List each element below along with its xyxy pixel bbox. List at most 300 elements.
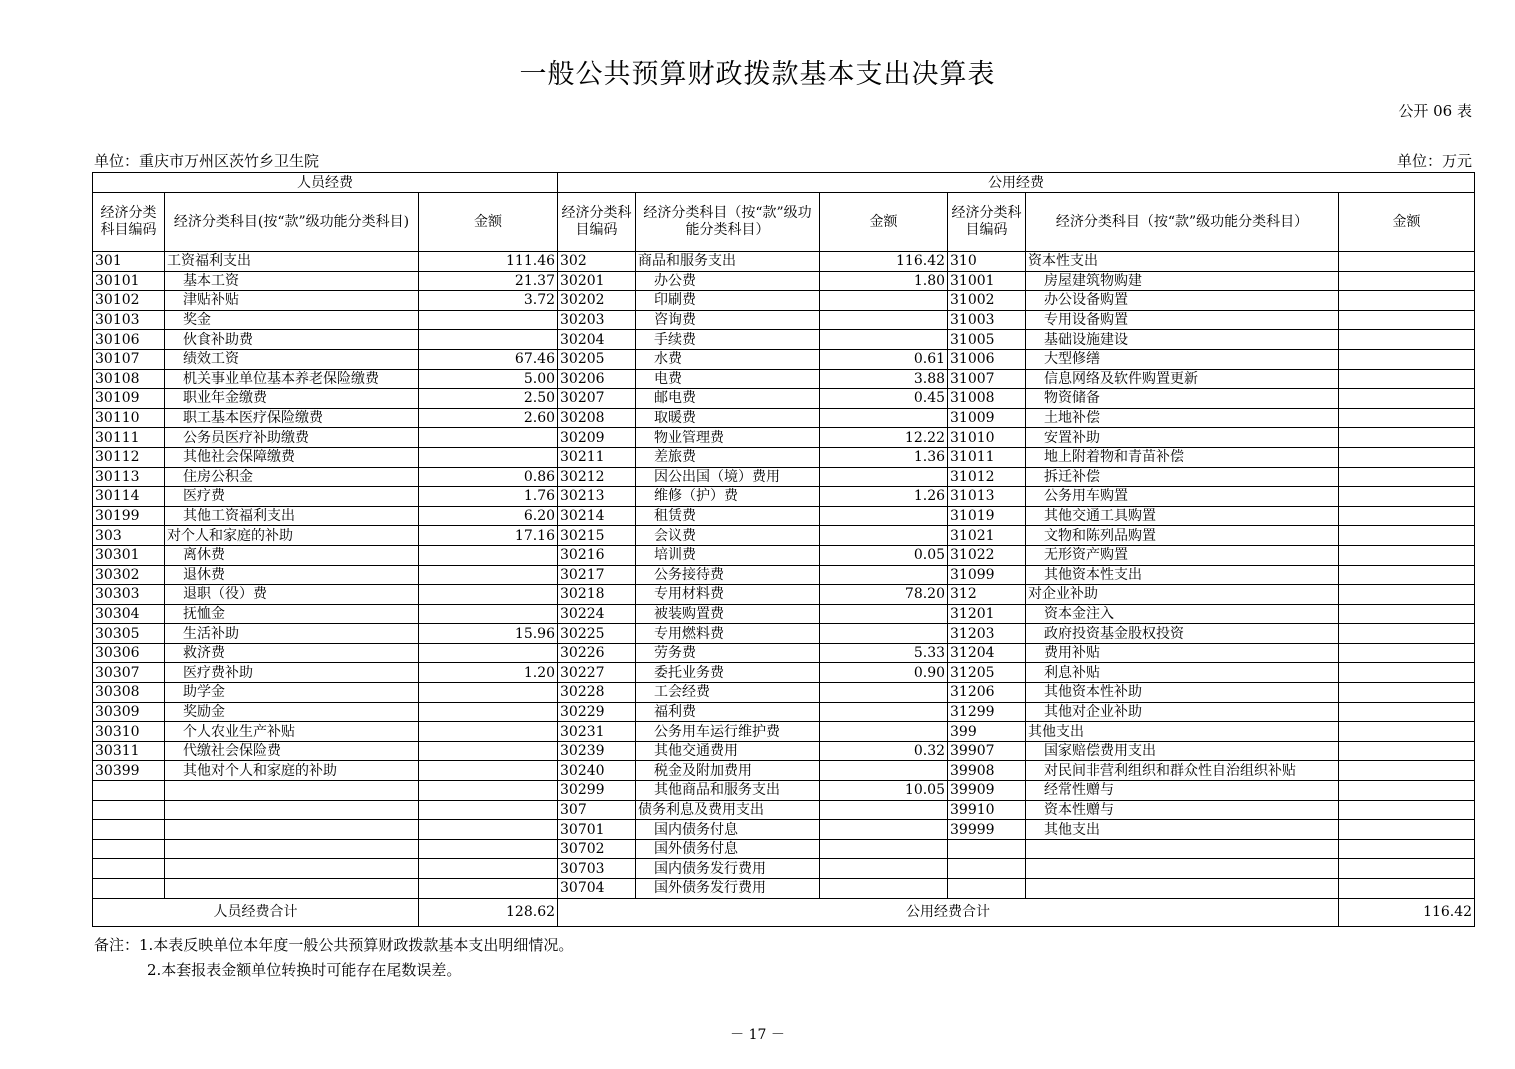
- name-cell: 职工基本医疗保险缴费: [165, 408, 419, 428]
- name-cell: 其他对个人和家庭的补助: [165, 761, 419, 781]
- amount-cell: [1339, 839, 1475, 859]
- code-cell: 302: [558, 252, 636, 272]
- amount-cell: 67.46: [419, 349, 558, 369]
- code-cell: 30299: [558, 781, 636, 801]
- header-amount: 金额: [820, 193, 948, 252]
- code-cell: 30303: [93, 585, 165, 605]
- name-cell: 公务用车运行维护费: [636, 722, 820, 742]
- code-cell: 30306: [93, 643, 165, 663]
- amount-cell: [820, 310, 948, 330]
- table-row: [93, 545, 1475, 565]
- amount-cell: [1339, 408, 1475, 428]
- name-cell: 对个人和家庭的补助: [165, 526, 419, 546]
- table-row: [93, 859, 1475, 879]
- code-cell: 31003: [948, 310, 1026, 330]
- code-cell: 30102: [93, 291, 165, 311]
- name-cell: 国家赔偿费用支出: [1026, 741, 1339, 761]
- amount-cell: [419, 428, 558, 448]
- name-cell: 代缴社会保险费: [165, 741, 419, 761]
- code-cell: [948, 839, 1026, 859]
- code-cell: 30107: [93, 349, 165, 369]
- name-cell: 专用材料费: [636, 585, 820, 605]
- name-cell: 信息网络及软件购置更新: [1026, 369, 1339, 389]
- name-cell: 绩效工资: [165, 349, 419, 369]
- name-cell: 国内债务发行费用: [636, 859, 820, 879]
- amount-cell: [1339, 487, 1475, 507]
- note-2: 2.本套报表金额单位转换时可能存在尾数误差。: [147, 961, 462, 979]
- public-total-label: 公用经费合计: [558, 898, 1339, 926]
- amount-cell: 12.22: [820, 428, 948, 448]
- name-cell: 经常性赠与: [1026, 781, 1339, 801]
- name-cell: [1026, 879, 1339, 899]
- table-row: [93, 467, 1475, 487]
- amount-cell: [419, 781, 558, 801]
- name-cell: 手续费: [636, 330, 820, 350]
- header-amount: 金额: [1339, 193, 1475, 252]
- amount-cell: 15.96: [419, 624, 558, 644]
- name-cell: 资本性支出: [1026, 252, 1339, 272]
- code-cell: 30239: [558, 741, 636, 761]
- personnel-total-value: 128.62: [419, 898, 558, 926]
- name-cell: 无形资产购置: [1026, 545, 1339, 565]
- amount-cell: [419, 447, 558, 467]
- name-cell: 因公出国（境）费用: [636, 467, 820, 487]
- name-cell: [165, 839, 419, 859]
- amount-cell: [820, 330, 948, 350]
- code-cell: 30217: [558, 565, 636, 585]
- code-cell: [948, 859, 1026, 879]
- code-cell: [948, 879, 1026, 899]
- amount-cell: [820, 879, 948, 899]
- code-cell: 30703: [558, 859, 636, 879]
- code-cell: 30228: [558, 683, 636, 703]
- name-cell: 会议费: [636, 526, 820, 546]
- code-cell: 39999: [948, 820, 1026, 840]
- name-cell: 公务员医疗补助缴费: [165, 428, 419, 448]
- amount-cell: [1339, 526, 1475, 546]
- name-cell: 其他交通费用: [636, 741, 820, 761]
- amount-cell: [1339, 683, 1475, 703]
- amount-cell: 0.32: [820, 741, 948, 761]
- amount-cell: [820, 839, 948, 859]
- amount-cell: 0.90: [820, 663, 948, 683]
- header-name: 经济分类科目(按“款”级功能分类科目): [165, 193, 419, 252]
- code-cell: [93, 800, 165, 820]
- code-cell: 30204: [558, 330, 636, 350]
- amount-cell: [1339, 271, 1475, 291]
- amount-cell: [1339, 389, 1475, 409]
- table-row: [93, 369, 1475, 389]
- code-cell: 30113: [93, 467, 165, 487]
- name-cell: 培训费: [636, 545, 820, 565]
- code-cell: 307: [558, 800, 636, 820]
- name-cell: 劳务费: [636, 643, 820, 663]
- code-cell: 30216: [558, 545, 636, 565]
- name-cell: [165, 781, 419, 801]
- amount-cell: [820, 506, 948, 526]
- amount-cell: [820, 859, 948, 879]
- name-cell: 租赁费: [636, 506, 820, 526]
- code-cell: 31001: [948, 271, 1026, 291]
- code-cell: 30212: [558, 467, 636, 487]
- amount-cell: [820, 800, 948, 820]
- amount-cell: 2.50: [419, 389, 558, 409]
- table-row: [93, 604, 1475, 624]
- amount-cell: 0.05: [820, 545, 948, 565]
- amount-cell: [1339, 291, 1475, 311]
- code-cell: 30112: [93, 447, 165, 467]
- table-row: [93, 722, 1475, 742]
- amount-cell: [1339, 702, 1475, 722]
- expenditure-table: [92, 172, 1475, 927]
- amount-cell: 116.42: [820, 252, 948, 272]
- table-row: [93, 683, 1475, 703]
- code-cell: 30109: [93, 389, 165, 409]
- name-cell: [1026, 839, 1339, 859]
- code-cell: 31204: [948, 643, 1026, 663]
- amount-cell: [419, 820, 558, 840]
- code-cell: 30309: [93, 702, 165, 722]
- name-cell: 医疗费补助: [165, 663, 419, 683]
- amount-cell: [1339, 741, 1475, 761]
- code-cell: 31006: [948, 349, 1026, 369]
- amount-cell: [820, 565, 948, 585]
- amount-cell: [1339, 310, 1475, 330]
- name-cell: 土地补偿: [1026, 408, 1339, 428]
- amount-cell: [820, 467, 948, 487]
- name-cell: 被装购置费: [636, 604, 820, 624]
- name-cell: 印刷费: [636, 291, 820, 311]
- page-number: － 17 －: [730, 1027, 785, 1043]
- code-cell: 30307: [93, 663, 165, 683]
- code-cell: 30704: [558, 879, 636, 899]
- name-cell: 安置补助: [1026, 428, 1339, 448]
- name-cell: 其他工资福利支出: [165, 506, 419, 526]
- code-cell: 30214: [558, 506, 636, 526]
- code-cell: 30108: [93, 369, 165, 389]
- table-row: [93, 879, 1475, 899]
- name-cell: 其他支出: [1026, 820, 1339, 840]
- amount-cell: [419, 800, 558, 820]
- amount-cell: 5.33: [820, 643, 948, 663]
- code-cell: 30206: [558, 369, 636, 389]
- name-cell: 对民间非营利组织和群众性自治组织补贴: [1026, 761, 1339, 781]
- code-cell: 30110: [93, 408, 165, 428]
- header-code: 经济分类科目编码: [93, 193, 165, 252]
- amount-cell: [419, 310, 558, 330]
- name-cell: 医疗费: [165, 487, 419, 507]
- name-cell: 政府投资基金股权投资: [1026, 624, 1339, 644]
- header-code: 经济分类科目编码: [948, 193, 1026, 252]
- code-cell: 31007: [948, 369, 1026, 389]
- code-cell: 30227: [558, 663, 636, 683]
- name-cell: 退职（役）费: [165, 585, 419, 605]
- code-cell: [93, 839, 165, 859]
- note-1: 备注：1.本表反映单位本年度一般公共预算财政拨款基本支出明细情况。: [94, 936, 574, 954]
- name-cell: 基本工资: [165, 271, 419, 291]
- code-cell: 39907: [948, 741, 1026, 761]
- code-cell: 30207: [558, 389, 636, 409]
- amount-cell: [820, 526, 948, 546]
- name-cell: 取暖费: [636, 408, 820, 428]
- code-cell: 31299: [948, 702, 1026, 722]
- name-cell: 地上附着物和青苗补偿: [1026, 447, 1339, 467]
- code-cell: 30399: [93, 761, 165, 781]
- name-cell: 国内债务付息: [636, 820, 820, 840]
- amount-cell: 0.86: [419, 467, 558, 487]
- name-cell: 专用设备购置: [1026, 310, 1339, 330]
- code-cell: 31009: [948, 408, 1026, 428]
- header-name: 经济分类科目（按“款”级功能分类科目）: [1026, 193, 1339, 252]
- name-cell: 其他资本性补助: [1026, 683, 1339, 703]
- amount-cell: 78.20: [820, 585, 948, 605]
- amount-cell: [419, 585, 558, 605]
- amount-cell: [820, 604, 948, 624]
- table-row: [93, 800, 1475, 820]
- amount-cell: [1339, 624, 1475, 644]
- name-cell: 对企业补助: [1026, 585, 1339, 605]
- code-cell: 30111: [93, 428, 165, 448]
- totals-row: [93, 898, 1475, 926]
- code-cell: 30226: [558, 643, 636, 663]
- amount-cell: [1339, 879, 1475, 899]
- code-cell: [93, 879, 165, 899]
- code-cell: 301: [93, 252, 165, 272]
- unit-currency: 单位：万元: [1396, 152, 1472, 170]
- code-cell: 30101: [93, 271, 165, 291]
- code-cell: 31012: [948, 467, 1026, 487]
- code-cell: 312: [948, 585, 1026, 605]
- name-cell: 委托业务费: [636, 663, 820, 683]
- header-name: 经济分类科目（按“款”级功能分类科目）: [636, 193, 820, 252]
- name-cell: 利息补贴: [1026, 663, 1339, 683]
- name-cell: 工资福利支出: [165, 252, 419, 272]
- page-title: 一般公共预算财政拨款基本支出决算表: [519, 59, 996, 90]
- table-row: [93, 741, 1475, 761]
- code-cell: 30218: [558, 585, 636, 605]
- code-cell: 39909: [948, 781, 1026, 801]
- code-cell: 31099: [948, 565, 1026, 585]
- table-row: [93, 447, 1475, 467]
- table-row: [93, 526, 1475, 546]
- code-cell: 30202: [558, 291, 636, 311]
- amount-cell: [419, 683, 558, 703]
- name-cell: 其他商品和服务支出: [636, 781, 820, 801]
- name-cell: 国外债务发行费用: [636, 879, 820, 899]
- amount-cell: 2.60: [419, 408, 558, 428]
- name-cell: 其他交通工具购置: [1026, 506, 1339, 526]
- code-cell: 30304: [93, 604, 165, 624]
- name-cell: 物业管理费: [636, 428, 820, 448]
- code-cell: 39908: [948, 761, 1026, 781]
- amount-cell: [419, 643, 558, 663]
- table-number: 公开 06 表: [1398, 102, 1472, 120]
- name-cell: 电费: [636, 369, 820, 389]
- name-cell: 咨询费: [636, 310, 820, 330]
- section-public: 公用经费: [558, 173, 1475, 193]
- table-row: [93, 330, 1475, 350]
- name-cell: 工会经费: [636, 683, 820, 703]
- name-cell: [1026, 859, 1339, 879]
- code-cell: 310: [948, 252, 1026, 272]
- amount-cell: [1339, 761, 1475, 781]
- table-row: [93, 310, 1475, 330]
- amount-cell: 3.88: [820, 369, 948, 389]
- amount-cell: [1339, 722, 1475, 742]
- table-row: [93, 624, 1475, 644]
- name-cell: 差旅费: [636, 447, 820, 467]
- unit-organization: 单位：重庆市万州区茨竹乡卫生院: [94, 152, 320, 170]
- name-cell: 专用燃料费: [636, 624, 820, 644]
- code-cell: 30213: [558, 487, 636, 507]
- amount-cell: [820, 702, 948, 722]
- code-cell: 30211: [558, 447, 636, 467]
- code-cell: 30209: [558, 428, 636, 448]
- amount-cell: [1339, 428, 1475, 448]
- amount-cell: [419, 545, 558, 565]
- amount-cell: [1339, 604, 1475, 624]
- code-cell: 30215: [558, 526, 636, 546]
- code-cell: 30308: [93, 683, 165, 703]
- name-cell: 机关事业单位基本养老保险缴费: [165, 369, 419, 389]
- amount-cell: [419, 741, 558, 761]
- code-cell: 31205: [948, 663, 1026, 683]
- table-row: [93, 428, 1475, 448]
- name-cell: [165, 800, 419, 820]
- amount-cell: 6.20: [419, 506, 558, 526]
- name-cell: [165, 879, 419, 899]
- name-cell: 其他资本性支出: [1026, 565, 1339, 585]
- name-cell: 税金及附加费用: [636, 761, 820, 781]
- code-cell: 31019: [948, 506, 1026, 526]
- code-cell: 31013: [948, 487, 1026, 507]
- code-cell: [93, 859, 165, 879]
- name-cell: 救济费: [165, 643, 419, 663]
- name-cell: 房屋建筑物购建: [1026, 271, 1339, 291]
- code-cell: 30114: [93, 487, 165, 507]
- amount-cell: [419, 722, 558, 742]
- name-cell: 其他社会保障缴费: [165, 447, 419, 467]
- code-cell: 30224: [558, 604, 636, 624]
- amount-cell: [820, 291, 948, 311]
- code-cell: 31010: [948, 428, 1026, 448]
- table-row: [93, 408, 1475, 428]
- name-cell: 其他支出: [1026, 722, 1339, 742]
- amount-cell: [419, 879, 558, 899]
- code-cell: 31002: [948, 291, 1026, 311]
- amount-cell: [419, 565, 558, 585]
- personnel-total-label: 人员经费合计: [93, 898, 419, 926]
- code-cell: 31206: [948, 683, 1026, 703]
- name-cell: 商品和服务支出: [636, 252, 820, 272]
- section-personnel: 人员经费: [93, 173, 558, 193]
- amount-cell: 1.76: [419, 487, 558, 507]
- name-cell: 债务利息及费用支出: [636, 800, 820, 820]
- amount-cell: [1339, 349, 1475, 369]
- amount-cell: [1339, 369, 1475, 389]
- amount-cell: [419, 330, 558, 350]
- amount-cell: [419, 761, 558, 781]
- amount-cell: [820, 820, 948, 840]
- amount-cell: [1339, 506, 1475, 526]
- table-row: [93, 839, 1475, 859]
- name-cell: 离休费: [165, 545, 419, 565]
- code-cell: 30301: [93, 545, 165, 565]
- name-cell: 大型修缮: [1026, 349, 1339, 369]
- name-cell: 物资储备: [1026, 389, 1339, 409]
- code-cell: [93, 820, 165, 840]
- name-cell: 福利费: [636, 702, 820, 722]
- amount-cell: 1.36: [820, 447, 948, 467]
- amount-cell: [1339, 663, 1475, 683]
- name-cell: 奖金: [165, 310, 419, 330]
- code-cell: 30305: [93, 624, 165, 644]
- code-cell: 30205: [558, 349, 636, 369]
- table-row: [93, 761, 1475, 781]
- code-cell: 30199: [93, 506, 165, 526]
- code-cell: [93, 781, 165, 801]
- code-cell: 30311: [93, 741, 165, 761]
- code-cell: 39910: [948, 800, 1026, 820]
- code-cell: 30702: [558, 839, 636, 859]
- name-cell: 国外债务付息: [636, 839, 820, 859]
- header-code: 经济分类科目编码: [558, 193, 636, 252]
- name-cell: 生活补助: [165, 624, 419, 644]
- name-cell: 奖励金: [165, 702, 419, 722]
- name-cell: 伙食补助费: [165, 330, 419, 350]
- name-cell: 职业年金缴费: [165, 389, 419, 409]
- name-cell: 维修（护）费: [636, 487, 820, 507]
- code-cell: 30225: [558, 624, 636, 644]
- table-row: [93, 487, 1475, 507]
- amount-cell: 17.16: [419, 526, 558, 546]
- amount-cell: 1.26: [820, 487, 948, 507]
- name-cell: 办公设备购置: [1026, 291, 1339, 311]
- code-cell: 30240: [558, 761, 636, 781]
- amount-cell: [1339, 252, 1475, 272]
- amount-cell: [820, 408, 948, 428]
- name-cell: 住房公积金: [165, 467, 419, 487]
- amount-cell: [419, 859, 558, 879]
- table-row: [93, 585, 1475, 605]
- amount-cell: [820, 683, 948, 703]
- amount-cell: [419, 702, 558, 722]
- table-row: [93, 506, 1475, 526]
- code-cell: 31022: [948, 545, 1026, 565]
- amount-cell: [1339, 781, 1475, 801]
- amount-cell: 10.05: [820, 781, 948, 801]
- amount-cell: [1339, 447, 1475, 467]
- table-row: [93, 663, 1475, 683]
- amount-cell: 111.46: [419, 252, 558, 272]
- name-cell: 基础设施建设: [1026, 330, 1339, 350]
- notes: [94, 933, 573, 983]
- table-row: [93, 781, 1475, 801]
- name-cell: 其他对企业补助: [1026, 702, 1339, 722]
- table-row: [93, 702, 1475, 722]
- code-cell: 399: [948, 722, 1026, 742]
- name-cell: [165, 859, 419, 879]
- amount-cell: [1339, 800, 1475, 820]
- name-cell: [165, 820, 419, 840]
- name-cell: 资本性赠与: [1026, 800, 1339, 820]
- table-row: [93, 565, 1475, 585]
- table-row: [93, 271, 1475, 291]
- amount-cell: [1339, 467, 1475, 487]
- table-row: [93, 252, 1475, 272]
- name-cell: 抚恤金: [165, 604, 419, 624]
- code-cell: 30208: [558, 408, 636, 428]
